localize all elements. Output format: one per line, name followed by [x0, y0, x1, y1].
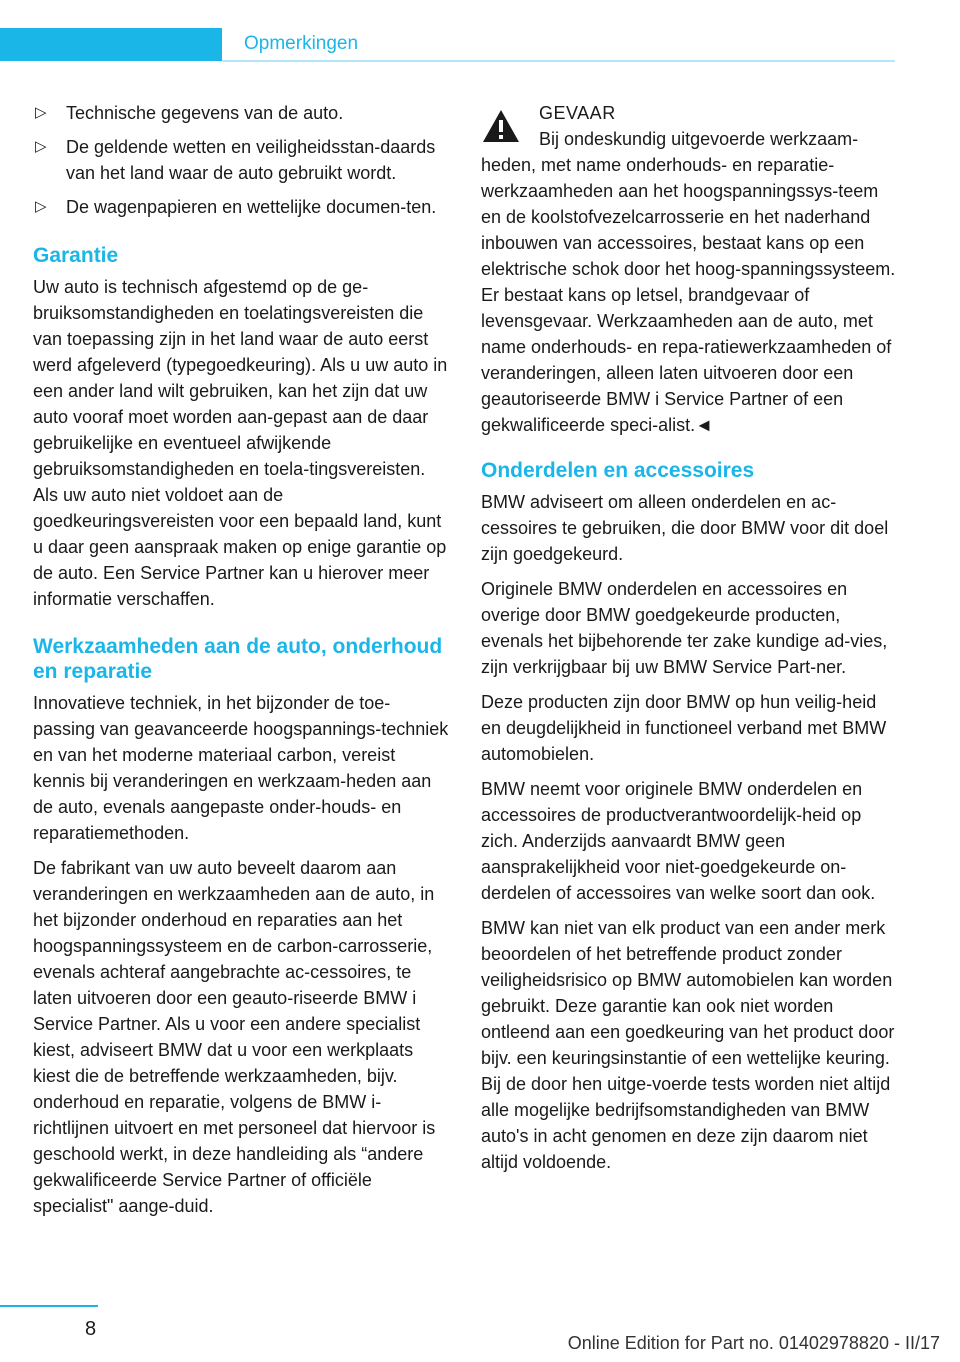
heading-garantie: Garantie	[33, 244, 119, 267]
heading-onderdelen: Onderdelen en accessoires	[481, 459, 755, 482]
section-title: Opmerkingen	[244, 33, 359, 54]
edition-label: Online Edition for Part no. 01402978820 - II/17	[567, 1333, 940, 1353]
left-column	[33, 100, 449, 1228]
warning-text: Bij ondeskundig uitgevoerde werkzaam-heden, met name onderhouds- en reparatie-werkzaamheden aan het hoogspanningssys-teem en de koolstofvezelcarrosserie en het naderhand inbouwen van accessoires, bestaat kans op een elektrische schok door het hoog-spanningssysteem. Er bestaat kans op letsel, brandgevaar of levensgevaar. Werkzaamheden aan de auto, met name onderhouds- en repa-ratiewerkzaamheden of veranderingen, alleen laten uitvoeren door een geautoriseerde BMW i Service Partner of een gekwalificeerde speci-alist.◄	[481, 129, 896, 435]
warning-triangle-icon	[481, 106, 521, 146]
page-number: 8	[85, 1318, 97, 1340]
list-item: ▷ De geldende wetten en veiligheidsstan-daards van het land waar de auto gebruikt wordt.	[33, 134, 449, 186]
warning-title: GEVAAR	[539, 103, 616, 123]
header-accent-bar	[0, 28, 222, 61]
heading-werkzaamheden: Werkzaamheden aan de auto, onderhoud en reparatie	[33, 635, 443, 683]
header-rule	[222, 60, 895, 62]
bullet-triangle-icon: ▷	[35, 138, 47, 155]
requirements-list	[33, 100, 449, 220]
bullet-triangle-icon: ▷	[35, 198, 47, 215]
paragraph-garantie: Uw auto is technisch afgestemd op de ge-bruiksomstandigheden en toelatingsvereisten die van toepassing zijn in het land waar de auto eerst werd afgeleverd (typegoedkeuring). Als u uw auto in een ander land wilt gebruiken, kan het zijn dat uw auto vooraf moet worden aan-gepast aan de daar gebruikelijke en eventueel afwijkende gebruiksomstandigheden en toela-tingsvereisten. Als uw auto niet voldoet aan de goedkeuringsvereisten voor een bepaald land, kunt u daar geen aanspraak maken op enige garantie op de auto. Een Service Partner kan u hierover meer informatie verschaffen.	[33, 277, 448, 609]
footer-rule	[0, 1305, 98, 1307]
list-item: ▷ De wagenpapieren en wettelijke documen-ten.	[33, 194, 449, 220]
paragraph: BMW adviseert om alleen onderdelen en ac-cessoires te gebruiken, die door BMW voor dit doel zijn goedgekeurd.	[481, 492, 889, 564]
warning-box	[481, 100, 897, 438]
paragraph: BMW neemt voor originele BMW onderdelen en accessoires de productverantwoordelijk-heid op zich. Anderzijds aanvaardt BMW geen aansprakelijkheid voor niet-goedgekeurde on-derdelen of accessoires van welke soort dan ook.	[481, 779, 876, 903]
right-column	[481, 100, 897, 1184]
paragraph: De fabrikant van uw auto beveelt daarom aan veranderingen en werkzaamheden aan de auto, in het bijzonder onderhoud en reparaties aan het hoogspanningssysteem en de carbon-carrosserie, evenals achteraf aangebrachte ac-cessoires, te laten uitvoeren door een geauto-riseerde BMW i Service Partner. Als u voor een andere specialist kiest, adviseert BMW dat u voor een werkplaats kiest die de betreffende werkzaamheden, bijv. onderhoud en reparatie, volgens de BMW i-richtlijnen uitvoert en met personeel dat hiervoor is geschoold werkt, in deze handleiding als “andere gekwalificeerde Service Partner of officiële specialist" aange-duid.	[33, 858, 436, 1216]
paragraph: Originele BMW onderdelen en accessoires en overige door BMW goedgekeurde producten, evenals het bijbehorende ter zake kundige ad-vies, zijn verkrijgbaar bij uw BMW Service Part-ner.	[481, 579, 888, 677]
bullet-triangle-icon: ▷	[35, 104, 47, 121]
list-item: ▷ Technische gegevens van de auto.	[33, 100, 449, 126]
paragraph: Innovatieve techniek, in het bijzonder de toe-passing van geavanceerde hoogspannings-techniek en van het moderne materiaal carbon, vereist kennis bij veranderingen en werkzaam-heden aan de auto, evenals aangepaste onder-houds- en reparatiemethoden.	[33, 693, 449, 843]
paragraph: BMW kan niet van elk product van een ander merk beoordelen of het betreffende product zonder veiligheidsrisico op BMW automobielen kan worden gebruikt. Deze garantie kan ook niet worden ontleend aan een goedkeuring van het product door bijv. een keuringsinstantie of een wettelijke keuring. Bij de door hen uitge-voerde tests worden niet altijd alle mogelijke bedrijfsomstandigheden van BMW auto's in acht genomen en deze zijn daarom niet altijd voldoende.	[481, 918, 895, 1172]
paragraph: Deze producten zijn door BMW op hun veilig-heid en deugdelijkheid in functioneel verband met BMW automobielen.	[481, 692, 887, 764]
